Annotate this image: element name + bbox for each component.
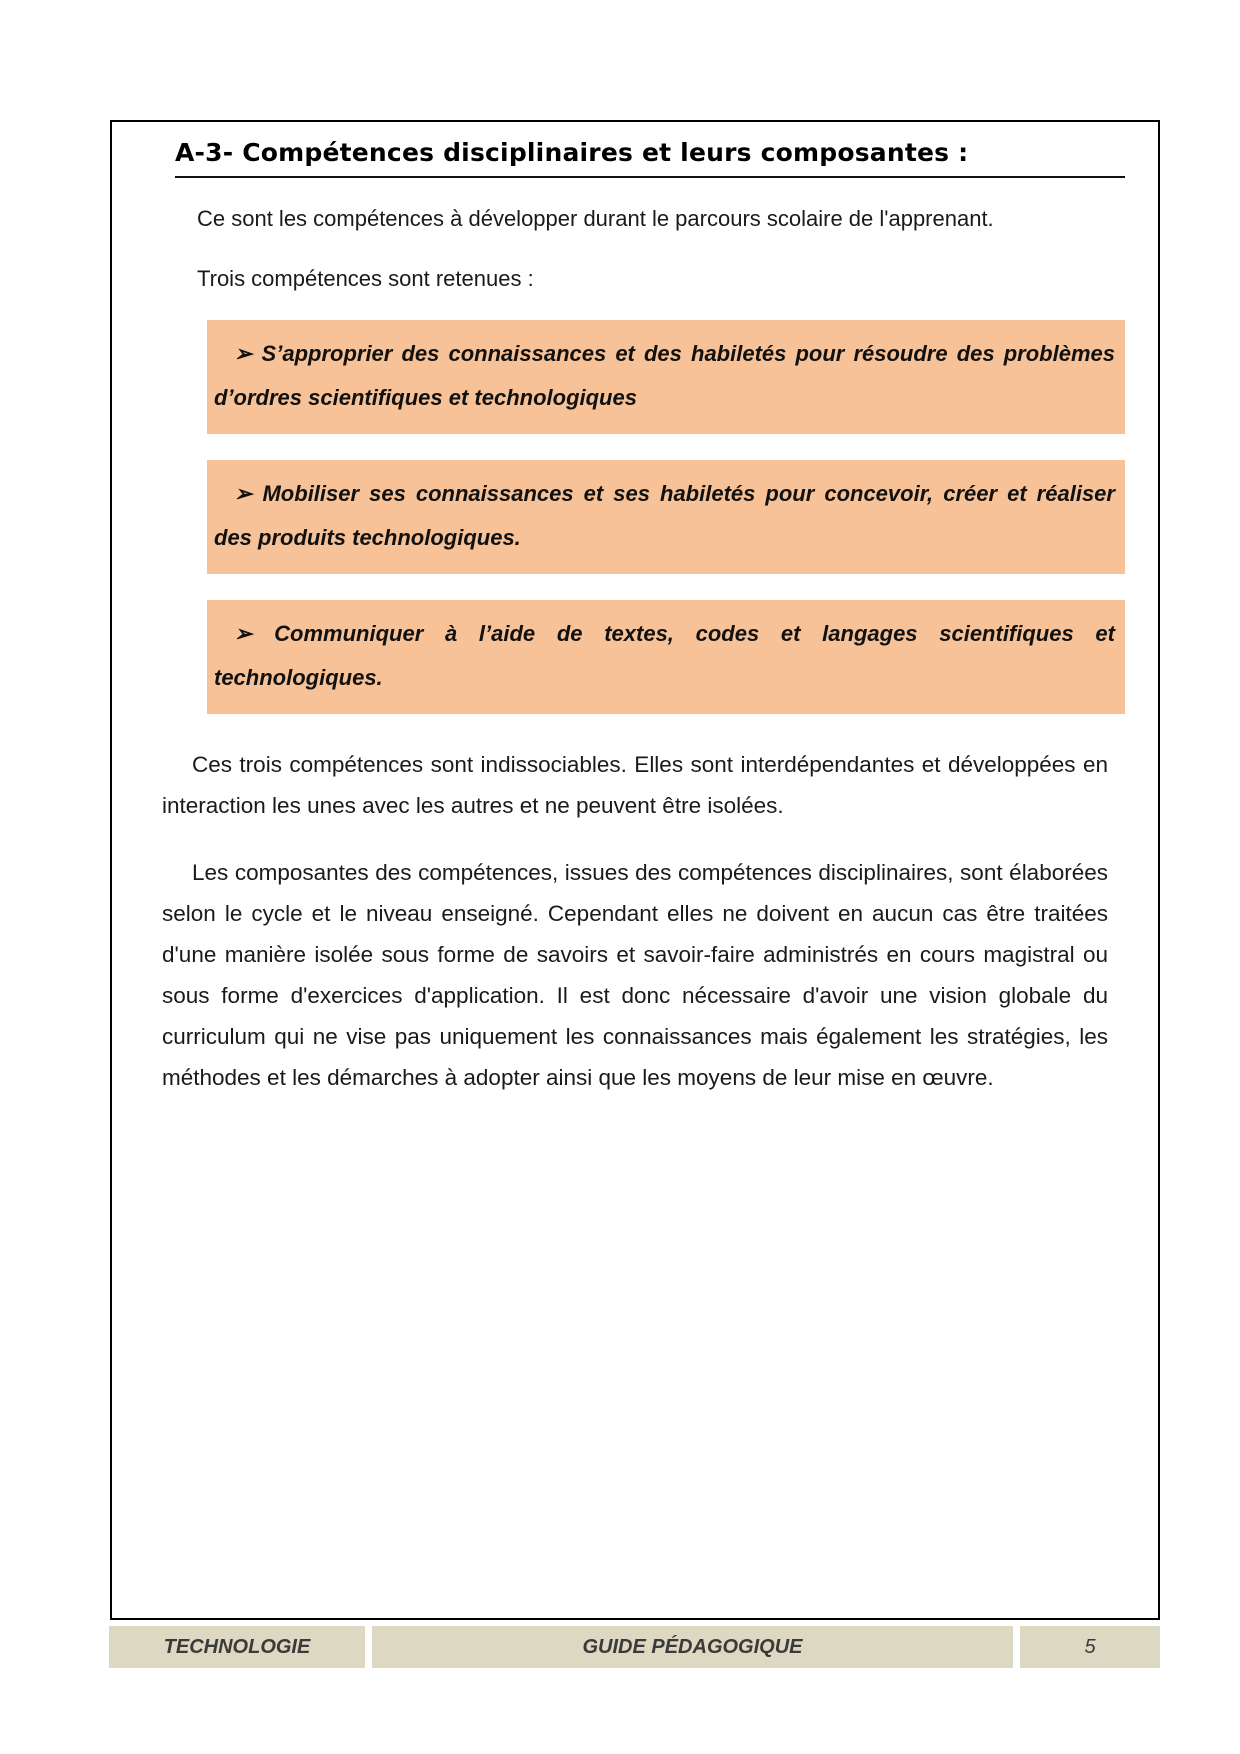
competence-text: Communiquer à l’aide de textes, codes et langages scientifiques et technologiques. xyxy=(214,621,1115,690)
intro-paragraph-1: Ce sont les compétences à développer durant le parcours scolaire de l'apprenant. xyxy=(197,206,994,231)
body-paragraph-1: Ces trois compétences sont indissociables. Elles sont interdépendantes et développées en interaction les unes avec les autres et ne peuvent être isolées. xyxy=(162,752,1108,818)
body-paragraph-2: Les composantes des compétences, issues des compétences disciplinaires, sont élaborées selon le cycle et le niveau enseigné. Cependant elles ne doivent en aucun cas être traitées d'une manière isolée sous forme de savoirs et savoir-faire administrés en cours magistral ou sous forme d'exercices d'application. Il est donc nécessaire d'avoir une vision globale du curriculum qui ne vise pas uniquement les connaissances mais également les stratégies, les méthodes et les démarches à adopter ainsi que les moyens de leur mise en œuvre. xyxy=(162,860,1108,1090)
competence-item-3 xyxy=(207,600,1125,714)
page-footer xyxy=(0,1626,1240,1668)
competence-item-1 xyxy=(207,320,1125,434)
footer-subject-label: TECHNOLOGIE xyxy=(109,1626,365,1668)
content-border-box xyxy=(110,120,1160,1620)
competence-item-2 xyxy=(207,460,1125,574)
arrow-bullet-icon: ➢ xyxy=(234,481,253,506)
footer-page-number: 5 xyxy=(1020,1626,1160,1668)
competence-text: S’approprier des connaissances et des habiletés pour résoudre des problèmes d’ordres scientifiques et technologiques xyxy=(214,341,1115,410)
intro-paragraph-2: Trois compétences sont retenues : xyxy=(197,266,534,291)
section-title-wrap xyxy=(175,138,1125,178)
section-title: A-3- Compétences disciplinaires et leurs composantes : xyxy=(175,138,969,167)
footer-document-title: GUIDE PÉDAGOGIQUE xyxy=(372,1626,1013,1668)
arrow-bullet-icon: ➢ xyxy=(234,621,253,646)
arrow-bullet-icon: ➢ xyxy=(234,341,253,366)
competence-text: Mobiliser ses connaissances et ses habiletés pour concevoir, créer et réaliser des produits technologiques. xyxy=(214,481,1115,550)
